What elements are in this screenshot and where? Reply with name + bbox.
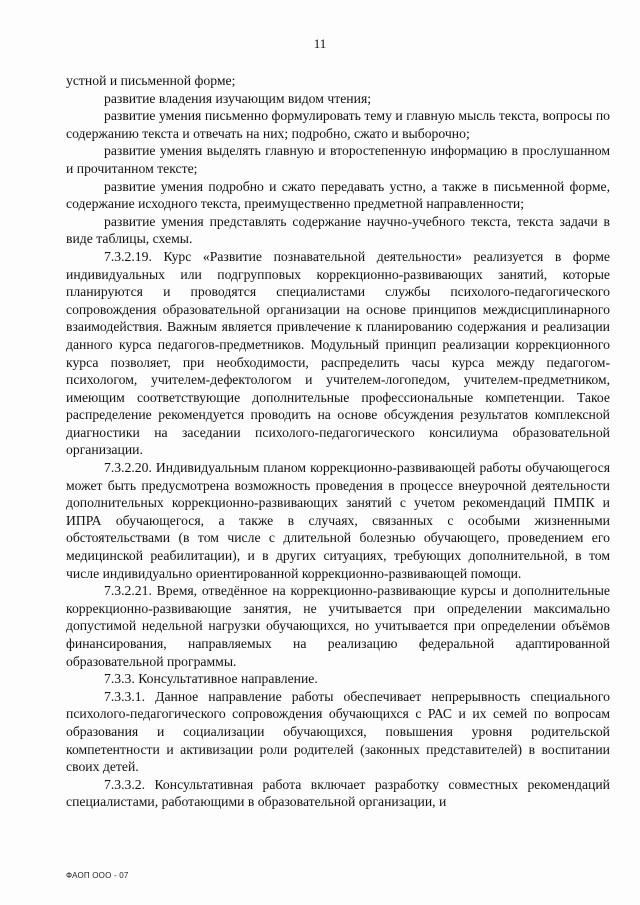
paragraph: развитие умения подробно и сжато передавать устно, а также в письменной форме, содержание исходного текста, преимущественно предметной направленности;	[66, 178, 610, 212]
paragraph-7-3-2-19: 7.3.2.19. Курс «Развитие познавательной деятельности» реализуется в форме индивидуальных или подгрупповых коррекционно-развивающих занятий, которые планируются и проводятся специалистами службы психолого-педагогического сопровождения образовательной организации на основе принципов междисциплинарного взаимодействия. Важным является привлечение к планированию содержания и реализации данного курса педагогов-предметников. Модульный принцип реализации коррекционного курса позволяет, при необходимости, распределить часы курса между педагогом-психологом, учителем-дефектологом и учителем-логопедом, учителем-предметником, имеющим соответствующие дополнительные профессиональные компетенции. Такое распределение рекомендуется проводить на основе обсуждения результатов комплексной диагностики на заседании психолого-педагогического консилиума образовательной организации.	[66, 248, 610, 458]
footer-document-code: ФАОП ООО - 07	[66, 871, 129, 880]
paragraph-7-3-3-1: 7.3.3.1. Данное направление работы обеспечивает непрерывность специального психолого-педагогического сопровождения обучающихся с РАС и их семей по вопросам образования и социализации обучающихся, повышения уровня родительской компетентности и активизации роли родителей (законных представителей) в воспитании своих детей.	[66, 688, 610, 775]
paragraph-7-3-3-2: 7.3.3.2. Консультативная работа включает разработку совместных рекомендаций специалистами, работающими в образовательной организации, и	[66, 776, 610, 810]
paragraph: развитие умения письменно формулировать тему и главную мысль текста, вопросы по содержанию текста и отвечать на них; подробно, сжато и выборочно;	[66, 108, 610, 141]
body-text	[66, 72, 610, 811]
paragraph-7-3-2-20: 7.3.2.20. Индивидуальным планом коррекционно-развивающей работы обучающегося может быть предусмотрена возможность проведения в процессе внеурочной деятельности дополнительных коррекционно-развивающих занятий с учетом рекомендаций ПМПК и ИПРА обучающегося, а также в случаях, связанных с особыми жизненными обстоятельствами (в том числе с длительной болезнью обучающего, проведением его медицинской реабилитации), и в других ситуациях, требующих дополнительной, в том числе индивидуально ориентированной коррекционно-развивающей помощи.	[66, 460, 610, 581]
paragraph: развитие владения изучающим видом чтения;	[104, 90, 372, 106]
paragraph: развитие умения представлять содержание научно-учебного текста, текста задачи в виде таблицы, схемы.	[66, 213, 610, 247]
paragraph: развитие умения выделять главную и второстепенную информацию в прослушанном и прочитанном тексте;	[66, 143, 610, 176]
page-number: 11	[313, 36, 327, 51]
paragraph: устной и письменной форме;	[66, 73, 236, 88]
paragraph-7-3-2-21: 7.3.2.21. Время, отведённое на коррекционно-развивающие курсы и дополнительные коррекционно-развивающие занятия, не учитывается при определении максимально допустимой недельной нагрузки обучающихся, но учитывается при определении объёмов финансирования, направляемых на реализацию федеральной адаптированной образовательной программы.	[66, 583, 610, 669]
section-heading-7-3-3: 7.3.3. Консультативное направление.	[104, 671, 318, 687]
